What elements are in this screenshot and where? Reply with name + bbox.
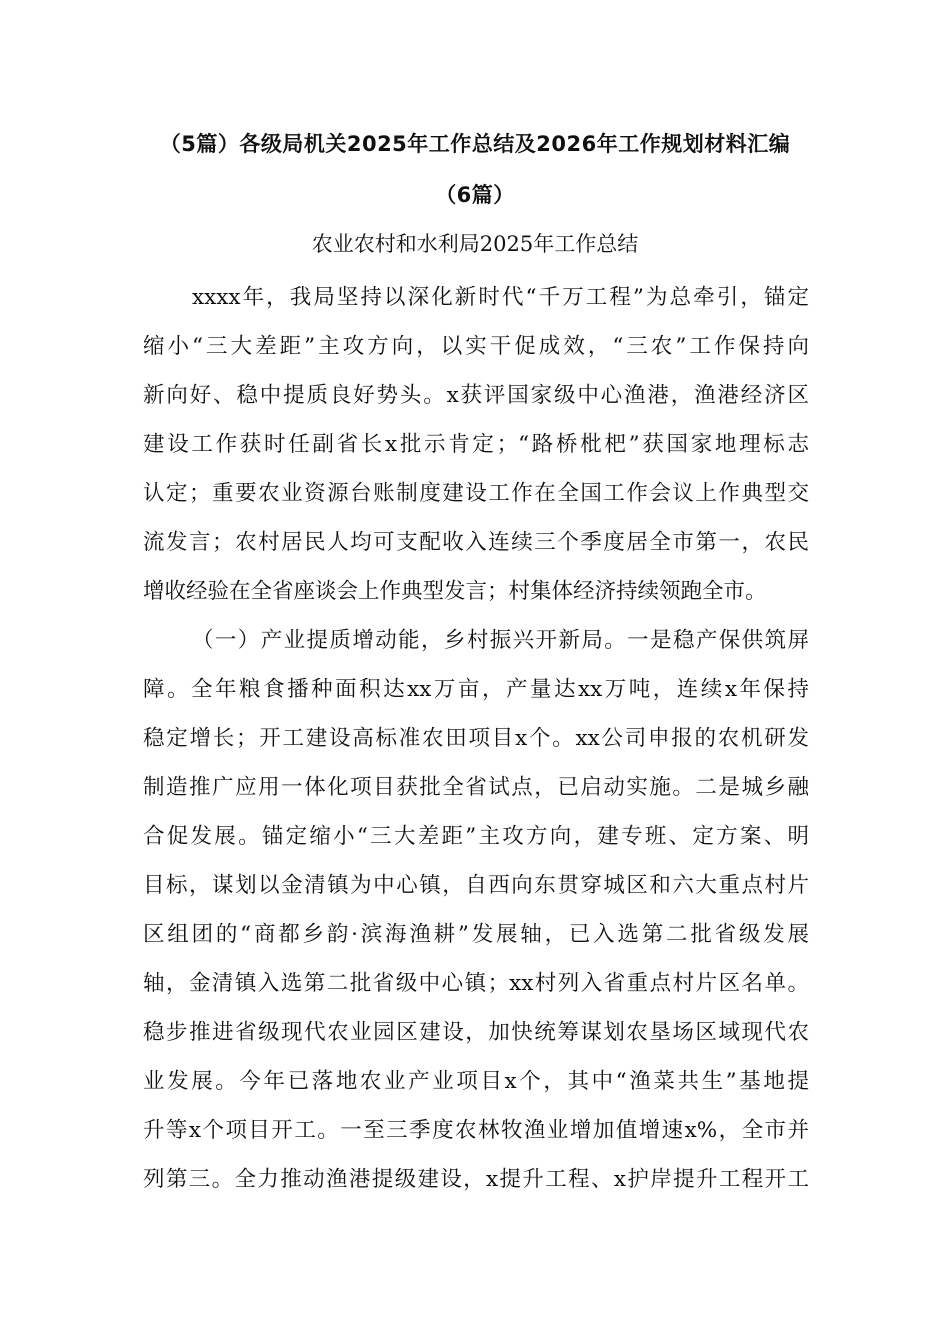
document-title: （5篇）各级局机关2025年工作总结及2026年工作规划材料汇编 [159,132,791,156]
text-line: 建设工作获时任副省长x批示肯定；“路桥枇杷”获国家地理标志 [143,432,809,457]
text-line: 目标，谋划以金清镇为中心镇，自西向东贯穿城区和六大重点村片 [143,873,809,898]
text-line: 认定；重要农业资源台账制度建设工作在全国工作会议上作典型交 [143,481,809,506]
text-line: xxxx年，我局坚持以深化新时代“千万工程”为总牵引，锚定 [192,285,809,310]
text-line: 增收经验在全省座谈会上作典型发言；村集体经济持续领跑全市。 [143,579,767,604]
text-line: 新向好、稳中提质良好势头。x获评国家级中心渔港，渔港经济区 [143,383,809,408]
text-line: 区组团的“商都乡韵·滨海渔耕”发展轴，已入选第二批省级发展 [143,922,809,947]
text-line: 轴，金清镇入选第二批省级中心镇；xx村列入省重点村片区名单。 [143,971,809,996]
text-line: 缩小“三大差距”主攻方向，以实干促成效，“三农”工作保持向 [143,334,809,359]
text-line: 稳步推进省级现代农业园区建设，加快统筹谋划农垦场区域现代农 [143,1020,809,1045]
text-line: 合促发展。锚定缩小“三大差距”主攻方向，建专班、定方案、明 [143,824,809,849]
document-title-count: （6篇） [435,183,515,207]
text-line: 制造推广应用一体化项目获批全省试点，已启动实施。二是城乡融 [143,775,809,800]
section-title: 农业农村和水利局2025年工作总结 [311,232,639,256]
section-heading-line: （一）产业提质增动能，乡村振兴开新局。一是稳产保供筑屏 [192,628,809,653]
text-line: 升等x个项目开工。一至三季度农林牧渔业增加值增速x%，全市并 [143,1118,809,1143]
text-line: 列第三。全力推动渔港提级建设，x提升工程、x护岸提升工程开工 [143,1167,809,1192]
text-line: 障。全年粮食播种面积达xx万亩，产量达xx万吨，连续x年保持 [143,677,809,702]
text-line: 稳定增长；开工建设高标准农田项目x个。xx公司申报的农机研发 [143,726,809,751]
text-line: 流发言；农村居民人均可支配收入连续三个季度居全市第一，农民 [143,530,809,555]
text-line: 业发展。今年已落地农业产业项目x个，其中“渔菜共生”基地提 [143,1069,809,1094]
